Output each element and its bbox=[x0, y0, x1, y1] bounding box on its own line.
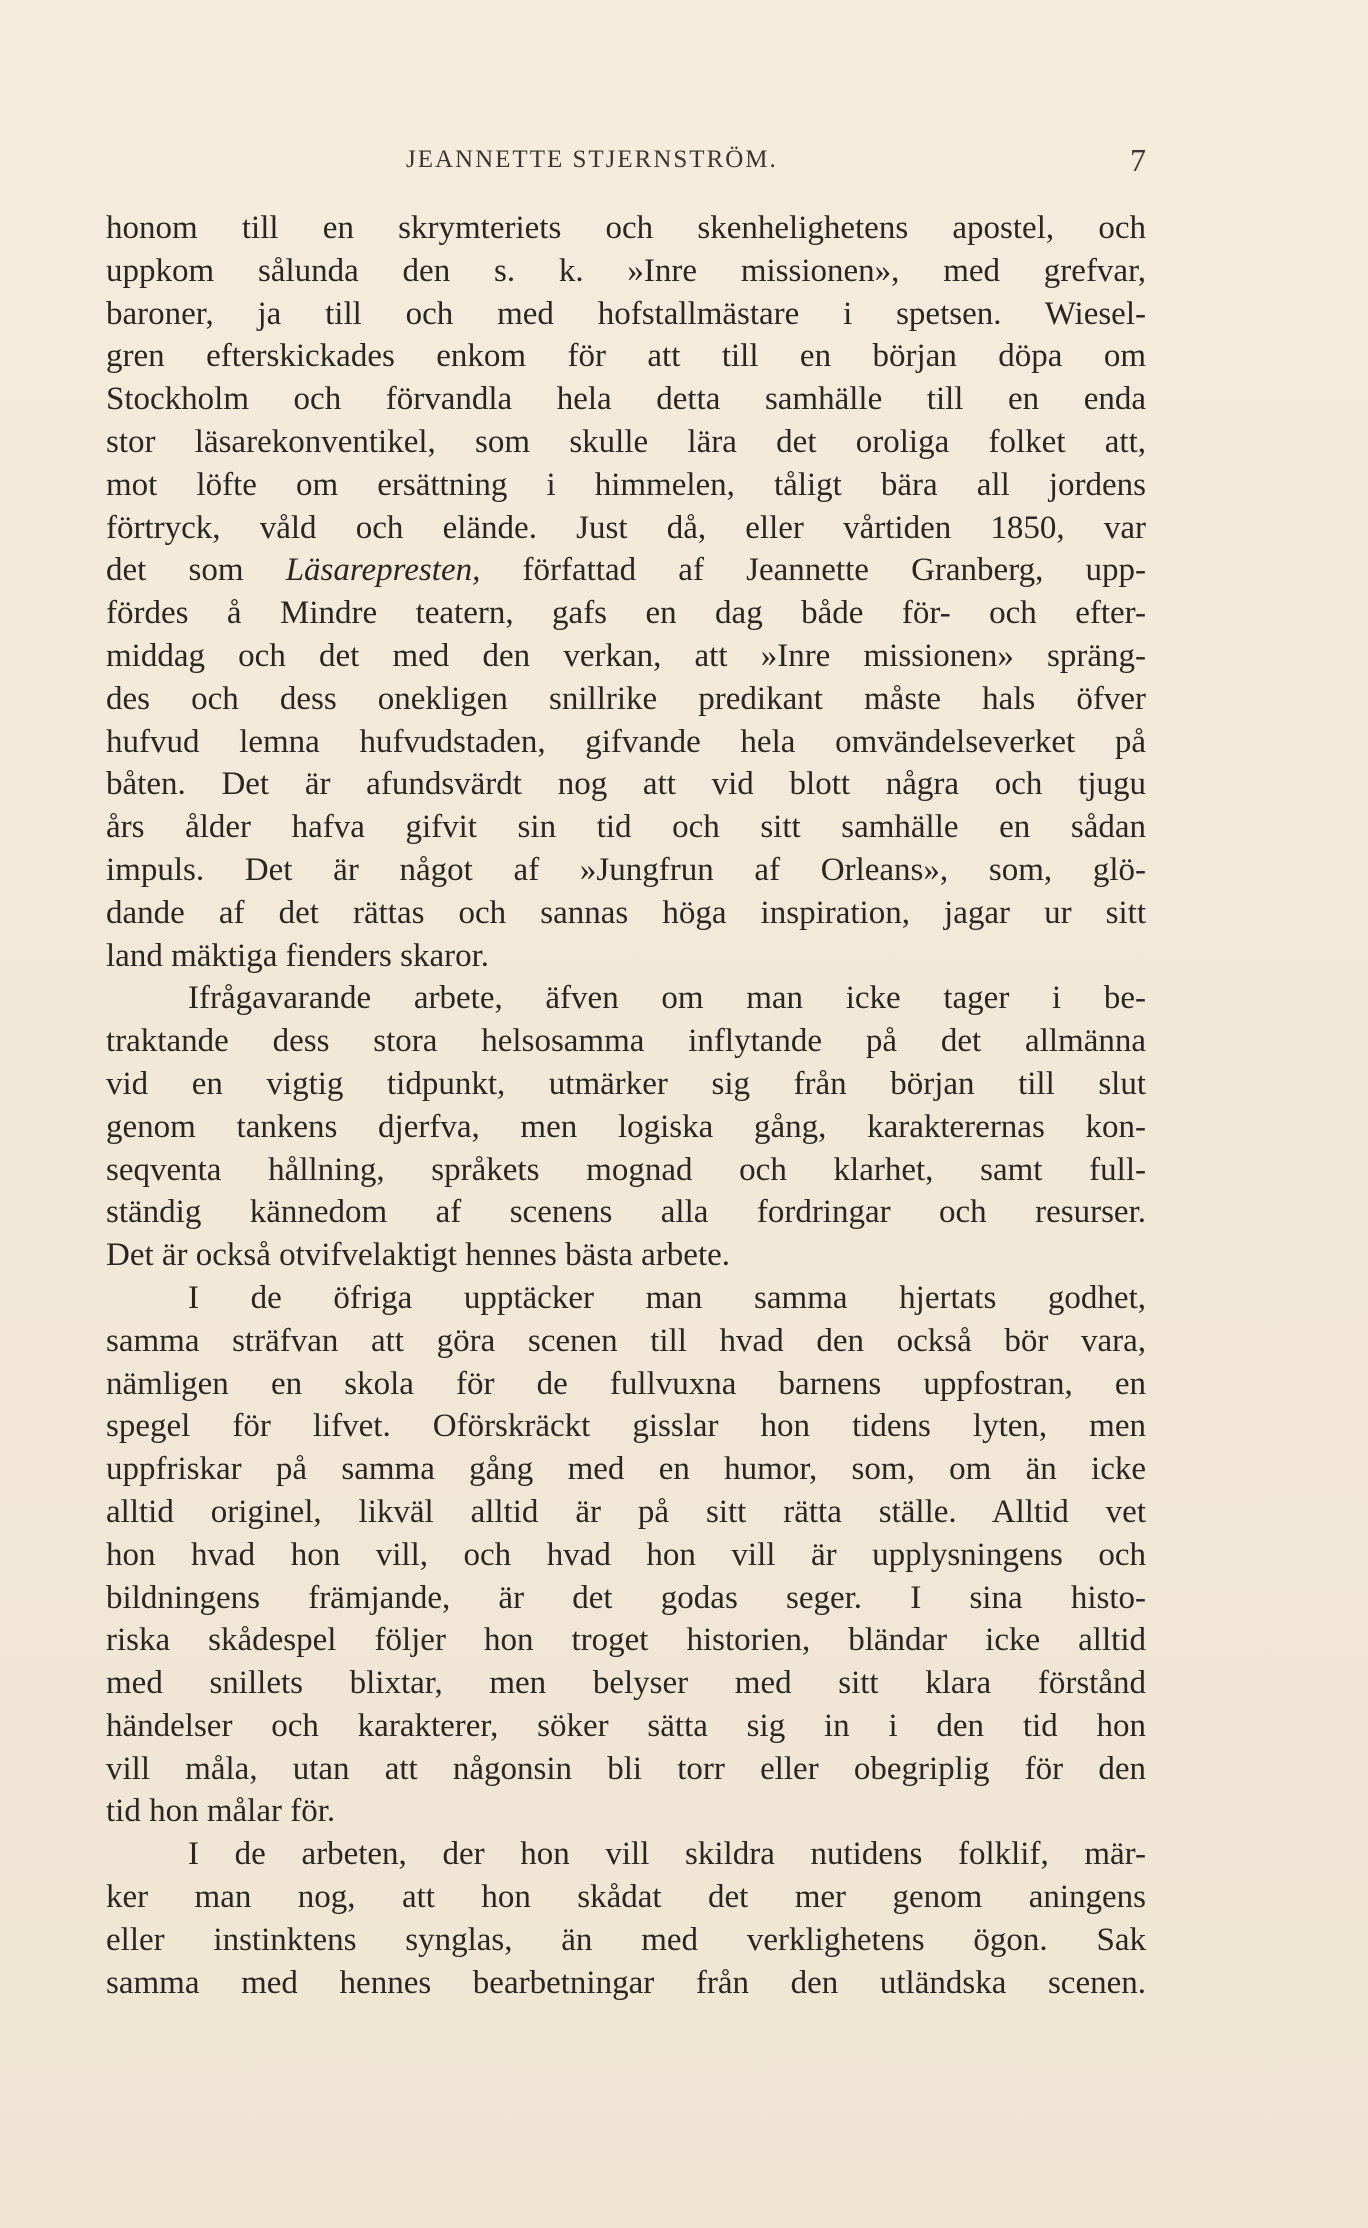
text-line: I de arbeten, der hon vill skildra nutidens folklif, mär- bbox=[188, 1836, 1146, 1873]
text-line: I de öfriga upptäcker man samma hjertats godhet, bbox=[188, 1279, 1146, 1316]
text-line: båten. Det är afundsvärdt nog att vid blott några och tjugu bbox=[106, 766, 1146, 803]
text-line: års ålder hafva gifvit sin tid och sitt samhälle en sådan bbox=[106, 809, 1146, 846]
text-line: eller instinktens synglas, än med verklighetens ögon. Sak bbox=[106, 1921, 1146, 1958]
text-line: genom tankens djerfva, men logiska gång, karakterernas kon- bbox=[106, 1108, 1146, 1145]
text-line: Det är också otvifvelaktigt hennes bästa arbete. bbox=[106, 1237, 731, 1274]
text-line: gren efterskickades enkom för att till en början döpa om bbox=[106, 338, 1146, 375]
text-line: händelser och karakterer, söker sätta sig in i den tid hon bbox=[106, 1707, 1146, 1744]
text-line: uppfriskar på samma gång med en humor, som, om än icke bbox=[106, 1451, 1146, 1488]
text-line: honom till en skrymteriets och skenhelighetens apostel, och bbox=[106, 210, 1146, 246]
text-line: dande af det rättas och sannas höga inspiration, jagar ur sitt bbox=[106, 894, 1146, 931]
text-segment: författad af Jeannette Granberg, upp- bbox=[480, 552, 1146, 589]
text-line: traktande dess stora helsosamma inflytande på det allmänna bbox=[106, 1023, 1146, 1060]
text-line: ständig kännedom af scenens alla fordringar och resurser. bbox=[106, 1194, 1146, 1231]
text-line: seqventa hållning, språkets mognad och klarhet, samt full- bbox=[106, 1151, 1146, 1188]
text-line: tid hon målar för. bbox=[106, 1793, 336, 1830]
text-line: spegel för lifvet. Oförskräckt gisslar hon tidens lyten, men bbox=[106, 1408, 1146, 1445]
running-title: JEANNETTE STJERNSTRÖM. bbox=[406, 146, 778, 173]
body-text bbox=[106, 207, 1146, 2004]
text-line: förtryck, våld och elände. Just då, eller vårtiden 1850, var bbox=[106, 509, 1146, 546]
text-line: stor läsarekonventikel, som skulle lära det oroliga folket att, bbox=[106, 423, 1146, 460]
text-line: uppkom sålunda den s. k. »Inre missionen», med grefvar, bbox=[106, 252, 1146, 289]
page-number: 7 bbox=[1130, 142, 1146, 178]
text-line bbox=[106, 549, 1146, 592]
text-line: hufvud lemna hufvudstaden, gifvande hela omvändelseverket på bbox=[106, 723, 1146, 760]
text-line: mot löfte om ersättning i himmelen, tåligt bära all jordens bbox=[106, 466, 1146, 503]
text-line: baroner, ja till och med hofstallmästare i spetsen. Wiesel- bbox=[106, 295, 1146, 332]
text-line: impuls. Det är något af »Jungfrun af Orleans», som, glö- bbox=[106, 851, 1146, 888]
text-line: des och dess onekligen snillrike predikant måste hals öfver bbox=[106, 680, 1146, 717]
text-line: med snillets blixtar, men belyser med sitt klara förstånd bbox=[106, 1665, 1146, 1702]
text-line: vid en vigtig tidpunkt, utmärker sig från början till slut bbox=[106, 1065, 1146, 1102]
text-line: land mäktiga fienders skaror. bbox=[106, 937, 490, 974]
text-segment: det som bbox=[106, 552, 286, 589]
text-line: middag och det med den verkan, att »Inre missionen» spräng- bbox=[106, 637, 1146, 674]
text-line: vill måla, utan att någonsin bli torr eller obegriplig för den bbox=[106, 1750, 1146, 1787]
text-line: riska skådespel följer hon troget historien, bländar icke alltid bbox=[106, 1622, 1146, 1659]
text-line: hon hvad hon vill, och hvad hon vill är upplysningens och bbox=[106, 1536, 1146, 1573]
text-line: ker man nog, att hon skådat det mer genom aningens bbox=[106, 1879, 1146, 1916]
text-line: samma med hennes bearbetningar från den utländska scenen. bbox=[106, 1964, 1146, 2001]
text-line: alltid originel, likväl alltid är på sitt rätta ställe. Alltid vet bbox=[106, 1493, 1146, 1530]
play-title: Läsarepresten, bbox=[285, 552, 481, 589]
text-line: Stockholm och förvandla hela detta samhälle till en enda bbox=[106, 381, 1146, 418]
text-line: nämligen en skola för de fullvuxna barnens uppfostran, en bbox=[106, 1365, 1146, 1402]
running-head bbox=[106, 142, 1146, 182]
text-line: samma sträfvan att göra scenen till hvad den också bör vara, bbox=[106, 1322, 1146, 1359]
text-line: fördes å Mindre teatern, gafs en dag både för- och efter- bbox=[106, 595, 1146, 632]
text-line: bildningens främjande, är det godas seger. I sina histo- bbox=[106, 1579, 1146, 1616]
text-line: Ifrågavarande arbete, äfven om man icke tager i be- bbox=[188, 980, 1146, 1017]
